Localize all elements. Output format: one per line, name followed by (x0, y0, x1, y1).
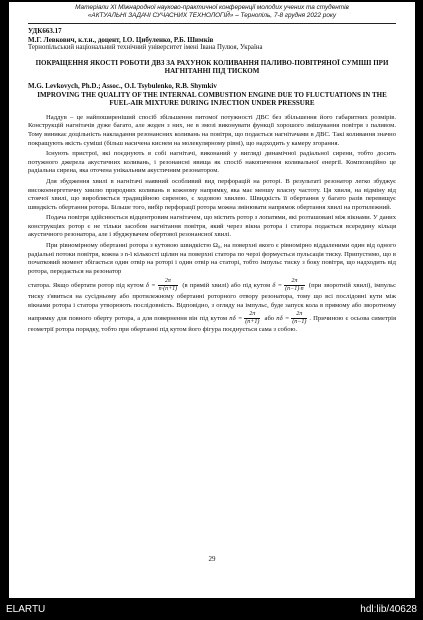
header-line-2: «АКТУАЛЬНІ ЗАДАЧІ СУЧАСНИХ ТЕХНОЛОГІЙ» – Тернопіль, 7-8 грудня 2022 року (87, 12, 337, 19)
formula-fraction: $\frac{2\pi}{n\cdot(n+1)}$ (158, 278, 178, 293)
formula-fraction: $\frac{2\pi}{(n-1)\cdot n}$ (285, 278, 304, 293)
page-number: 29 (208, 555, 216, 563)
formula-lhs: δ = (145, 282, 156, 290)
header-line-1: Матеріали XI Міжнародної науково-практичної конференції молодих учених та студентів (75, 4, 349, 11)
repository-label: ELARTU (6, 604, 46, 615)
text-run: або (264, 314, 275, 322)
text-run: ротора, а для повернення він під кутом (114, 314, 228, 322)
formula-fraction: $\frac{2\pi}{(n-1)}$ (292, 310, 307, 325)
authors-ua: М.Г. Левкович, к.т.н., доцент, І.О. Цибуленко, Р.Б. Шимків (28, 35, 214, 44)
paragraph: Для збудження хвилі в нагнітачі наявний особливий вид перфорацій на роторі. В результаті резонатор легко збуджує високоенергетичну хвилю природних коливань в кожному напрямку, яка має меншу власну частоту. Ця хвиля, на відміну від стоячої хвилі, що виробляється традиційною сиреною, є ходовою хвилею. Швидкість її обертання у багато разів перевищує швидкість обертання ротора. Більше того, вибір перфорації ротора можна змінювати напрямок обертання хвилі на протилежний. (28, 177, 396, 211)
handle-label: hdl:lib/40628 (360, 604, 417, 615)
title-ua: ПОКРАЩЕННЯ ЯКОСТІ РОБОТИ ДВЗ ЗА РАХУНОК КОЛИВАННЯ ПАЛИВО-ПОВІТРЯНОЇ СУМІШІ ПРИ НАГНІТАННІ ПІД ТИСКОМ (35, 58, 389, 76)
institution: Тернопільський національний технічний університет імені Івана Пулюя, Україна (28, 44, 263, 52)
authors-en: M.G. Levkovych, Ph.D.; Assoc., O.I. Tsybulenko, R.B. Shymkiv (28, 81, 217, 90)
article-body (28, 27, 396, 334)
paragraph: Наддув – це найпоширеніший спосіб збільшення питомої потужності ДВС без збільшення його габаритних розмірів. Конструкцій нагнітачів дуже багато, але жоден з них, не в змозі виконувати функції хорошого змішування повітря з паливом. Тому виникає доцільність накладання резонансних коливань на повітря, що подається нагнітачами в ДВС. Такі коливання значно покращують якість суміші (більш насичена киснем на молекулярному рівні), що надходить у камеру згорання. (28, 113, 396, 147)
formula-fraction: $\frac{2\pi}{(n+1)}$ (245, 310, 260, 325)
udk-code: УДК663.17 (28, 27, 62, 35)
running-header (9, 4, 415, 20)
text-run: (при зворотній хвилі), імпульс тиску з'явиться на сусідньому або протилежному обертанні роторного отвору резонатора, тому що всі послідовні кути між вікнами ротора і статора утворюють послідовність. Відповідно, з огляду на імпульс, буде запуск кола в прямому або зворотному напрямку для повного оберту (28, 282, 397, 322)
paragraph: Існують пристрої, які поєднують в собі нагнітачі, виконаний у вигляді динамічної радіальної сирени, тобто досить потужного джерела акустичних коливань, і резонансні явища як спосіб накопичення коливальної енергії. Композиційно це радіальна сирена, яка оточена унікальним акустичним резонатором. (28, 150, 396, 175)
header-rule (28, 23, 396, 24)
paragraph-with-formulas (28, 278, 396, 334)
text-run: . Причиною є осьова симетрія геометрії ротора порядку, тобто при обертанні під кутом його фігура поєднується сама з собою. (28, 314, 397, 333)
paper-page (9, 2, 415, 598)
title-en: IMPROVING THE QUALITY OF THE INTERNAL COMBUSTION ENGINE DUE TO FLUCTUATIONS IN THE FUEL-AIR MIXTURE DURING INJECTION UNDER PRESSURE (37, 90, 387, 108)
text-run: статора. Якщо обертати ротор під кутом (28, 282, 144, 290)
viewer-footer (0, 600, 423, 620)
text-run: (в прямій хвилі) або під кутом (182, 282, 271, 290)
paragraph: Подача повітря здійснюється відцентровим нагнітачем, що містить ротор з лопатями, які розташовані між вікнами. У даних конструкціях ротор є не тільки засобом нагнітання повітря, який через вікна ротора і статора подається всередину кільця акустичного резонатора, але і збуджувачем обертової резонансної хвилі. (28, 214, 396, 239)
formula-lhs: nδ = (276, 314, 290, 322)
paragraph: При рівномірному обертанні ротора з кутовою швидкістю Ω₀, на поверхні якого є рівномірно віддаленими один від одного радіальні потоки повітря, кожна з n-ї кількості щілин на поверхні статора по черзі формується пульсація тиску. Припустимо, що в початковий момент збігається один отвір на роторі і один отвір на статорі, тобто імпульс тиску з боку повітря, що надходить від ротора, передається на резонатор (28, 242, 396, 275)
formula-lhs: nδ = (229, 314, 243, 322)
formula-lhs: δ = (272, 282, 283, 290)
